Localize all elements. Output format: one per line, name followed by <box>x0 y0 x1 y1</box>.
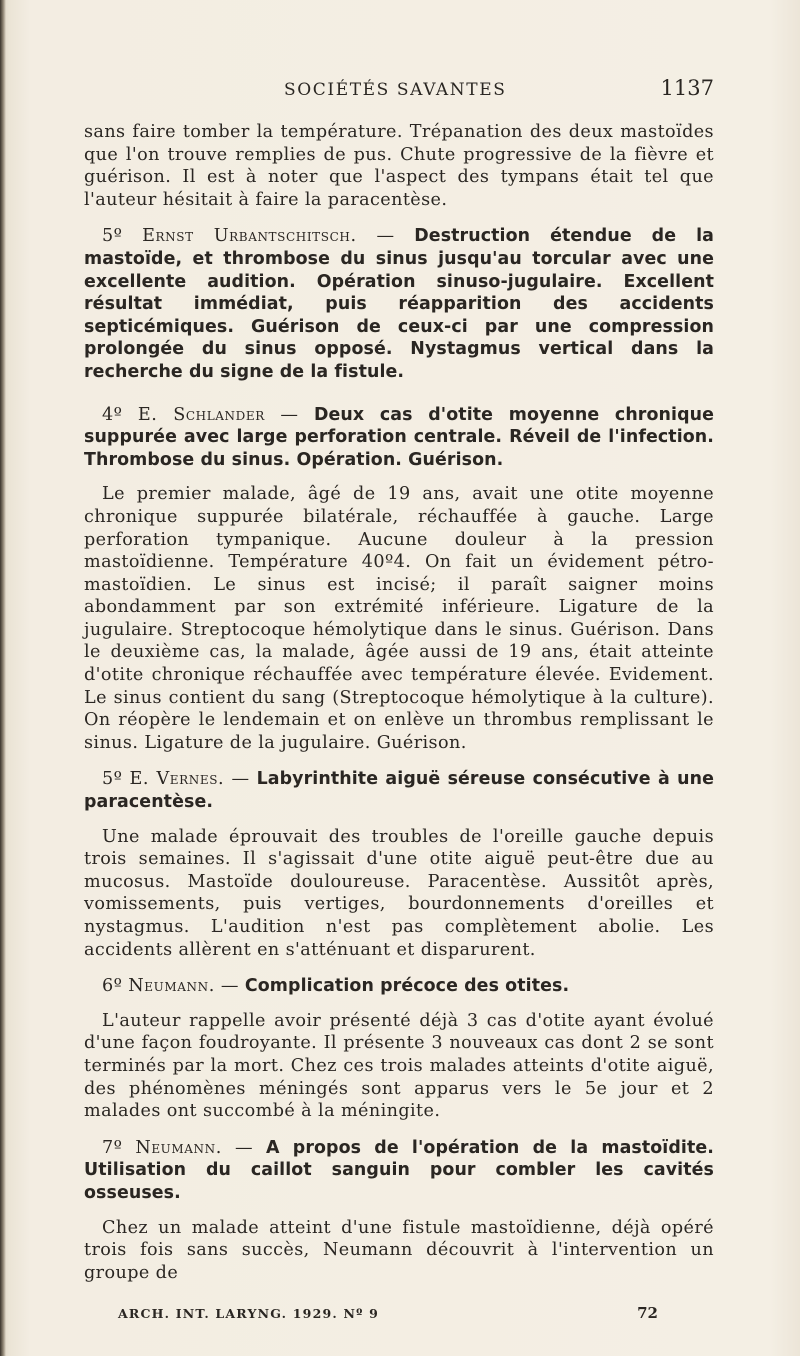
entry-title: Deux cas d'otite moyenne chronique suppurée avec large perforation centrale. Réveil de l'infection. Thrombose du sinus. Opération. Guérison. <box>84 404 714 470</box>
entry-author: Neumann. <box>128 976 215 997</box>
entry-author: Ernst Urbantschitsch. <box>142 226 357 247</box>
entry-heading-3 <box>84 768 714 813</box>
entry-body-5: Chez un malade atteint d'une fistule mastoïdienne, déjà opéré trois fois sans succès, Neumann découvrit à l'intervention un groupe de <box>84 1217 714 1283</box>
entry-author: E. Vernes. <box>129 769 225 790</box>
page-footer <box>118 1304 658 1328</box>
entry-author: Neumann. <box>135 1137 222 1158</box>
entry-separator: — <box>214 976 245 997</box>
running-head <box>84 76 714 106</box>
entry-separator: — <box>224 769 257 790</box>
entry-heading-2 <box>84 404 714 472</box>
entry-separator: — <box>356 226 415 247</box>
entry-number: 6º <box>102 976 123 997</box>
entry-body-4: L'auteur rappelle avoir présenté déjà 3 cas d'otite ayant évolué d'une façon foudroyante. Il présente 3 nouveaux cas dont 2 se sont terminés par la mort. Chez ces trois malades atteints d'otite aiguë, des phénomènes méningés sont apparus vers le 5e jour et 2 malades ont succombé à la méningite. <box>84 1010 714 1122</box>
entry-title: Destruction étendue de la mastoïde, et thrombose du sinus jusqu'au torcular avec une excellente audition. Opération sinuso-jugulaire. Excellent résultat immédiat, puis réapparition des accidents septicémiques. Guérison de ceux-ci par une compression prolongée du sinus opposé. Nystagmus vertical dans la recherche du signe de la fistule. <box>84 226 714 382</box>
entry-heading-4 <box>84 975 714 998</box>
entry-author: E. Schlander <box>137 404 265 425</box>
opening-paragraph: sans faire tomber la température. Trépanation des deux mastoïdes que l'on trouve remplies de pus. Chute progressive de la fièvre et guérison. Il est à noter que l'aspect des tympans était tel que l'auteur hésitait à faire la paracentèse. <box>84 122 714 210</box>
entry-heading-5 <box>84 1137 714 1205</box>
entry-separator: — <box>264 404 314 425</box>
entry-title: Complication précoce des otites. <box>244 976 570 997</box>
entry-number: 7º <box>102 1137 123 1158</box>
signature-mark: 72 <box>637 1304 658 1322</box>
entry-body-3: Une malade éprouvait des troubles de l'oreille gauche depuis trois semaines. Il s'agissait d'une otite aiguë peut-être due au mucosus. Mastoïde douloureuse. Paracentèse. Aussitôt après, vomissements, puis vertiges, bourdonnements d'oreilles et nystagmus. L'audition n'est pas complètement abolie. Les accidents allèrent en s'atténuant et disparurent. <box>84 826 714 960</box>
journal-reference: ARCH. INT. LARYNG. 1929. Nº 9 <box>118 1306 380 1321</box>
entry-title: A propos de l'opération de la mastoïdite. Utilisation du caillot sanguin pour combler les cavités osseuses. <box>84 1137 714 1203</box>
entry-number: 5º <box>102 769 123 790</box>
entry-number: 4º <box>102 404 123 425</box>
binding-shadow <box>0 0 6 1356</box>
body-text <box>84 121 714 1284</box>
entry-heading-1 <box>84 225 714 383</box>
running-title: SOCIÉTÉS SAVANTES <box>284 80 507 100</box>
entry-separator: — <box>221 1137 267 1158</box>
entry-title: Labyrinthite aiguë séreuse consécutive à une paracentèse. <box>84 769 714 813</box>
entry-number: 5º <box>102 226 123 247</box>
entry-body-2: Le premier malade, âgé de 19 ans, avait une otite moyenne chronique suppurée bilatérale, réchauffée à gauche. Large perforation tympanique. Aucune douleur à la pression mastoïdienne. Température 40º4. On fait un évidement pétro-mastoïdien. Le sinus est incisé; il paraît saigner moins abondamment par son extrémité inférieure. Ligature de la jugulaire. Streptocoque hémolytique dans le sinus. Guérison. Dans le deuxième cas, la malade, âgée aussi de 19 ans, était atteinte d'otite chronique réchauffée avec température élevée. Evidement. Le sinus contient du sang (Streptocoque hémolytique à la culture). On réopère le lendemain et on enlève un thrombus remplissant le sinus. Ligature de la jugulaire. Guérison. <box>84 484 714 753</box>
page-number: 1137 <box>660 76 714 100</box>
